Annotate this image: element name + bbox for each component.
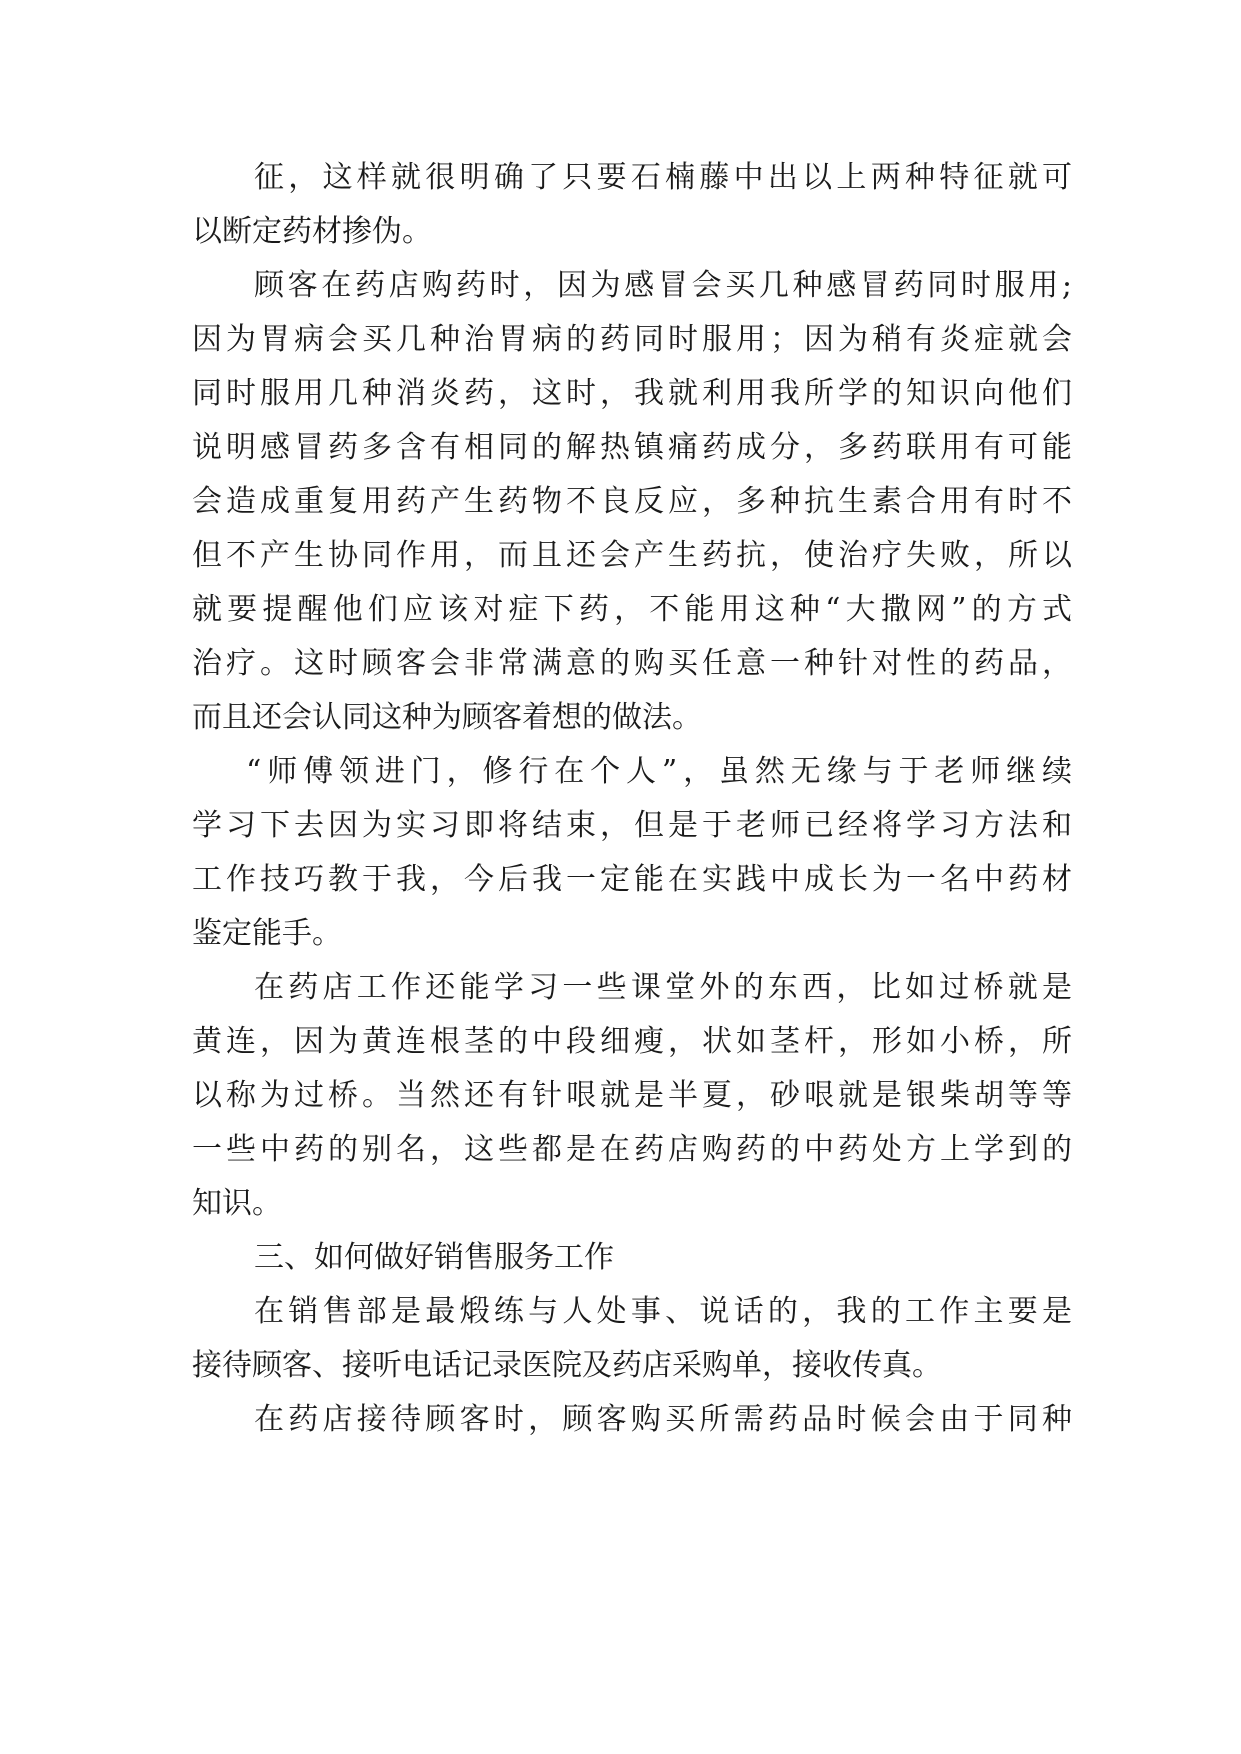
text-line: 知识。 [192, 1186, 282, 1221]
text-line: 顾客在药店购药时，因为感冒会买几种感冒药同时服用; [254, 268, 1072, 303]
text-line: 同时服用几种消炎药，这时，我就利用我所学的知识向他们 [192, 376, 1072, 411]
text-line: “师傅领进门，修行在个人”，虽然无缘与于老师继续 [246, 754, 1072, 789]
text-line: 接待顾客、接听电话记录医院及药店采购单，接收传真。 [192, 1348, 942, 1383]
text-line: 在药店接待顾客时，顾客购买所需药品时候会由于同种 [254, 1402, 1072, 1437]
text-line: 学习下去因为实习即将结束，但是于老师已经将学习方法和 [192, 808, 1072, 843]
text-line: 而且还会认同这种为顾客着想的做法。 [192, 700, 702, 735]
text-line: 黄连，因为黄连根茎的中段细瘦，状如茎杆，形如小桥，所 [192, 1024, 1072, 1059]
text-line: 以断定药材掺伪。 [192, 214, 432, 249]
text-line: 一些中药的别名，这些都是在药店购药的中药处方上学到的 [192, 1132, 1072, 1167]
text-line: 以称为过桥。当然还有针哏就是半夏，砂哏就是银柴胡等等 [192, 1078, 1072, 1113]
text-line: 工作技巧教于我，今后我一定能在实践中成长为一名中药材 [192, 862, 1072, 897]
section-heading: 三、如何做好销售服务工作 [254, 1240, 614, 1275]
text-line: 因为胃病会买几种治胃病的药同时服用；因为稍有炎症就会 [192, 322, 1072, 357]
text-line: 在销售部是最煅练与人处事、说话的，我的工作主要是 [254, 1294, 1072, 1329]
text-line: 征，这样就很明确了只要石楠藤中出以上两种特征就可 [254, 160, 1072, 195]
text-line: 说明感冒药多含有相同的解热镇痛药成分，多药联用有可能 [192, 430, 1072, 465]
text-line: 就要提醒他们应该对症下药，不能用这种“大撒网”的方式 [192, 592, 1072, 627]
text-line: 鉴定能手。 [192, 916, 342, 951]
text-line: 在药店工作还能学习一些课堂外的东西，比如过桥就是 [254, 970, 1072, 1005]
text-line: 会造成重复用药产生药物不良反应，多种抗生素合用有时不 [192, 484, 1072, 519]
text-line: 治疗。这时顾客会非常满意的购买任意一种针对性的药品， [192, 646, 1072, 681]
text-line: 但不产生协同作用，而且还会产生药抗，使治疗失败，所以 [192, 538, 1072, 573]
